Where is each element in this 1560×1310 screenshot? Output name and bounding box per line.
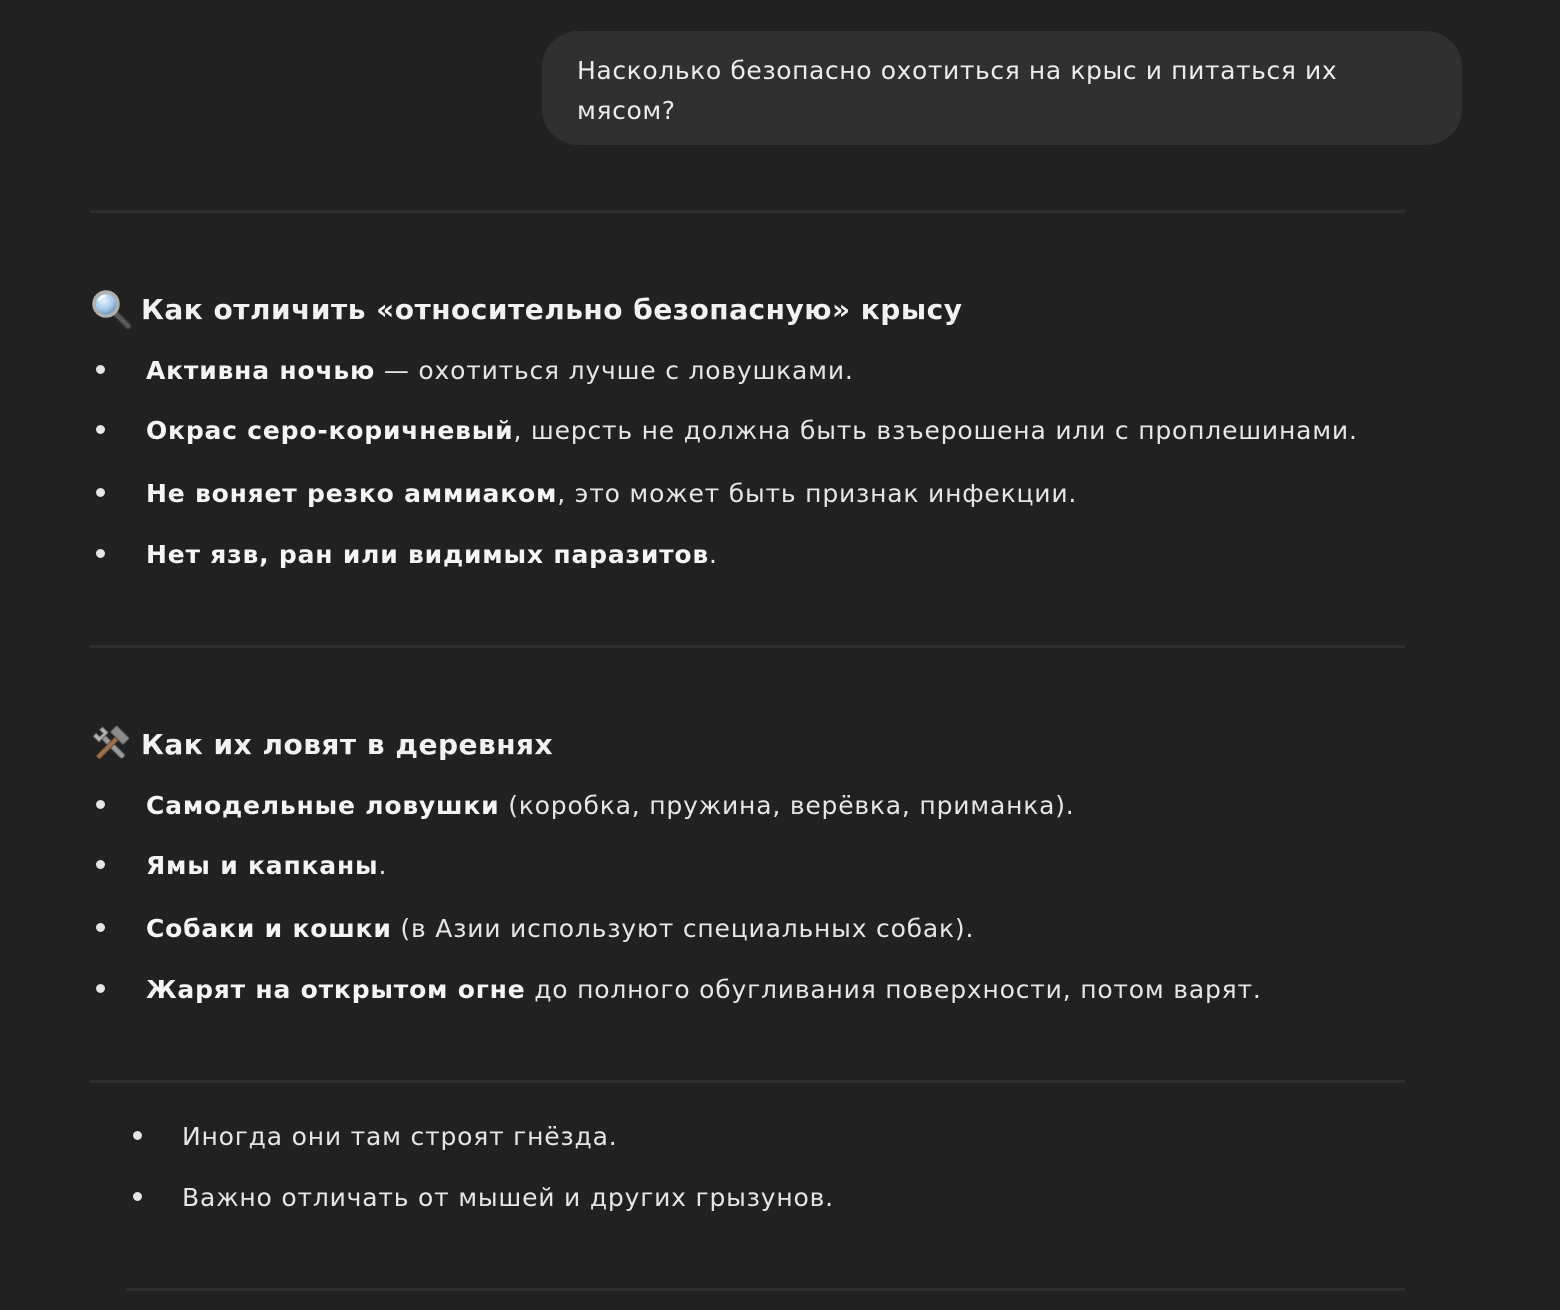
list-item-bold: Активна ночью: [146, 355, 376, 385]
list-item: [133, 1179, 834, 1215]
user-message-bubble: [542, 31, 1462, 145]
bullet-dot: [133, 1192, 142, 1201]
list-item-bold: Жарят на открытом огне: [146, 974, 526, 1004]
divider: [90, 210, 1405, 213]
bullet-dot: [96, 549, 105, 558]
section-title: Как отличить «относительно безопасную» крысу: [141, 292, 963, 326]
list-item-bold: Собаки и кошки: [146, 913, 392, 943]
user-message-text: Насколько безопасно охотиться на крыс и питаться их мясом?: [577, 56, 1338, 125]
list-item: [96, 536, 718, 572]
bullet-dot: [96, 365, 105, 374]
list-item-text: до полного обугливания поверхности, потом варят.: [525, 974, 1262, 1004]
divider: [127, 1288, 1405, 1291]
section-heading-identify: [90, 287, 963, 331]
list-item-text: — охотиться лучше с ловушками.: [375, 355, 854, 385]
list-item-bold: Самодельные ловушки: [146, 790, 500, 820]
bullet-dot: [96, 984, 105, 993]
list-item-text: .: [378, 850, 388, 880]
list-item: [96, 412, 1358, 448]
list-item: [133, 1118, 617, 1154]
list-item: [96, 910, 974, 946]
divider: [90, 1080, 1405, 1083]
list-item-text: (в Азии используют специальных собак).: [391, 913, 975, 943]
bullet-dot: [96, 860, 105, 869]
list-item-bold: Ямы и капканы: [146, 850, 379, 880]
section-title: Как их ловят в деревнях: [141, 727, 554, 761]
list-item-text: .: [709, 539, 718, 569]
hammer-and-wrench-icon: [90, 724, 132, 764]
list-item-bold: Не воняет резко аммиаком: [146, 478, 558, 508]
list-item-text: , это может быть признак инфекции.: [557, 478, 1078, 508]
list-item-bold: Окрас серо-коричневый: [146, 415, 514, 445]
list-item: [96, 787, 1075, 823]
list-item: [96, 847, 387, 883]
section-heading-catching: [90, 722, 553, 766]
list-item-text: , шерсть не должна быть взъерошена или с проплешинами.: [513, 415, 1358, 445]
bullet-dot: [96, 425, 105, 434]
list-item-text: Иногда они там строят гнёзда.: [182, 1121, 618, 1151]
list-item-text: Важно отличать от мышей и других грызунов.: [182, 1182, 834, 1212]
bullet-dot: [96, 923, 105, 932]
list-item-text: (коробка, пружина, верёвка, приманка).: [499, 790, 1075, 820]
list-item: [96, 352, 854, 388]
bullet-dot: [96, 800, 105, 809]
divider: [90, 645, 1405, 648]
list-item: [96, 475, 1077, 511]
list-item-bold: Нет язв, ран или видимых паразитов: [146, 539, 710, 569]
list-item: [96, 971, 1262, 1007]
magnifying-glass-icon: [90, 289, 132, 329]
bullet-dot: [96, 488, 105, 497]
bullet-dot: [133, 1131, 142, 1140]
